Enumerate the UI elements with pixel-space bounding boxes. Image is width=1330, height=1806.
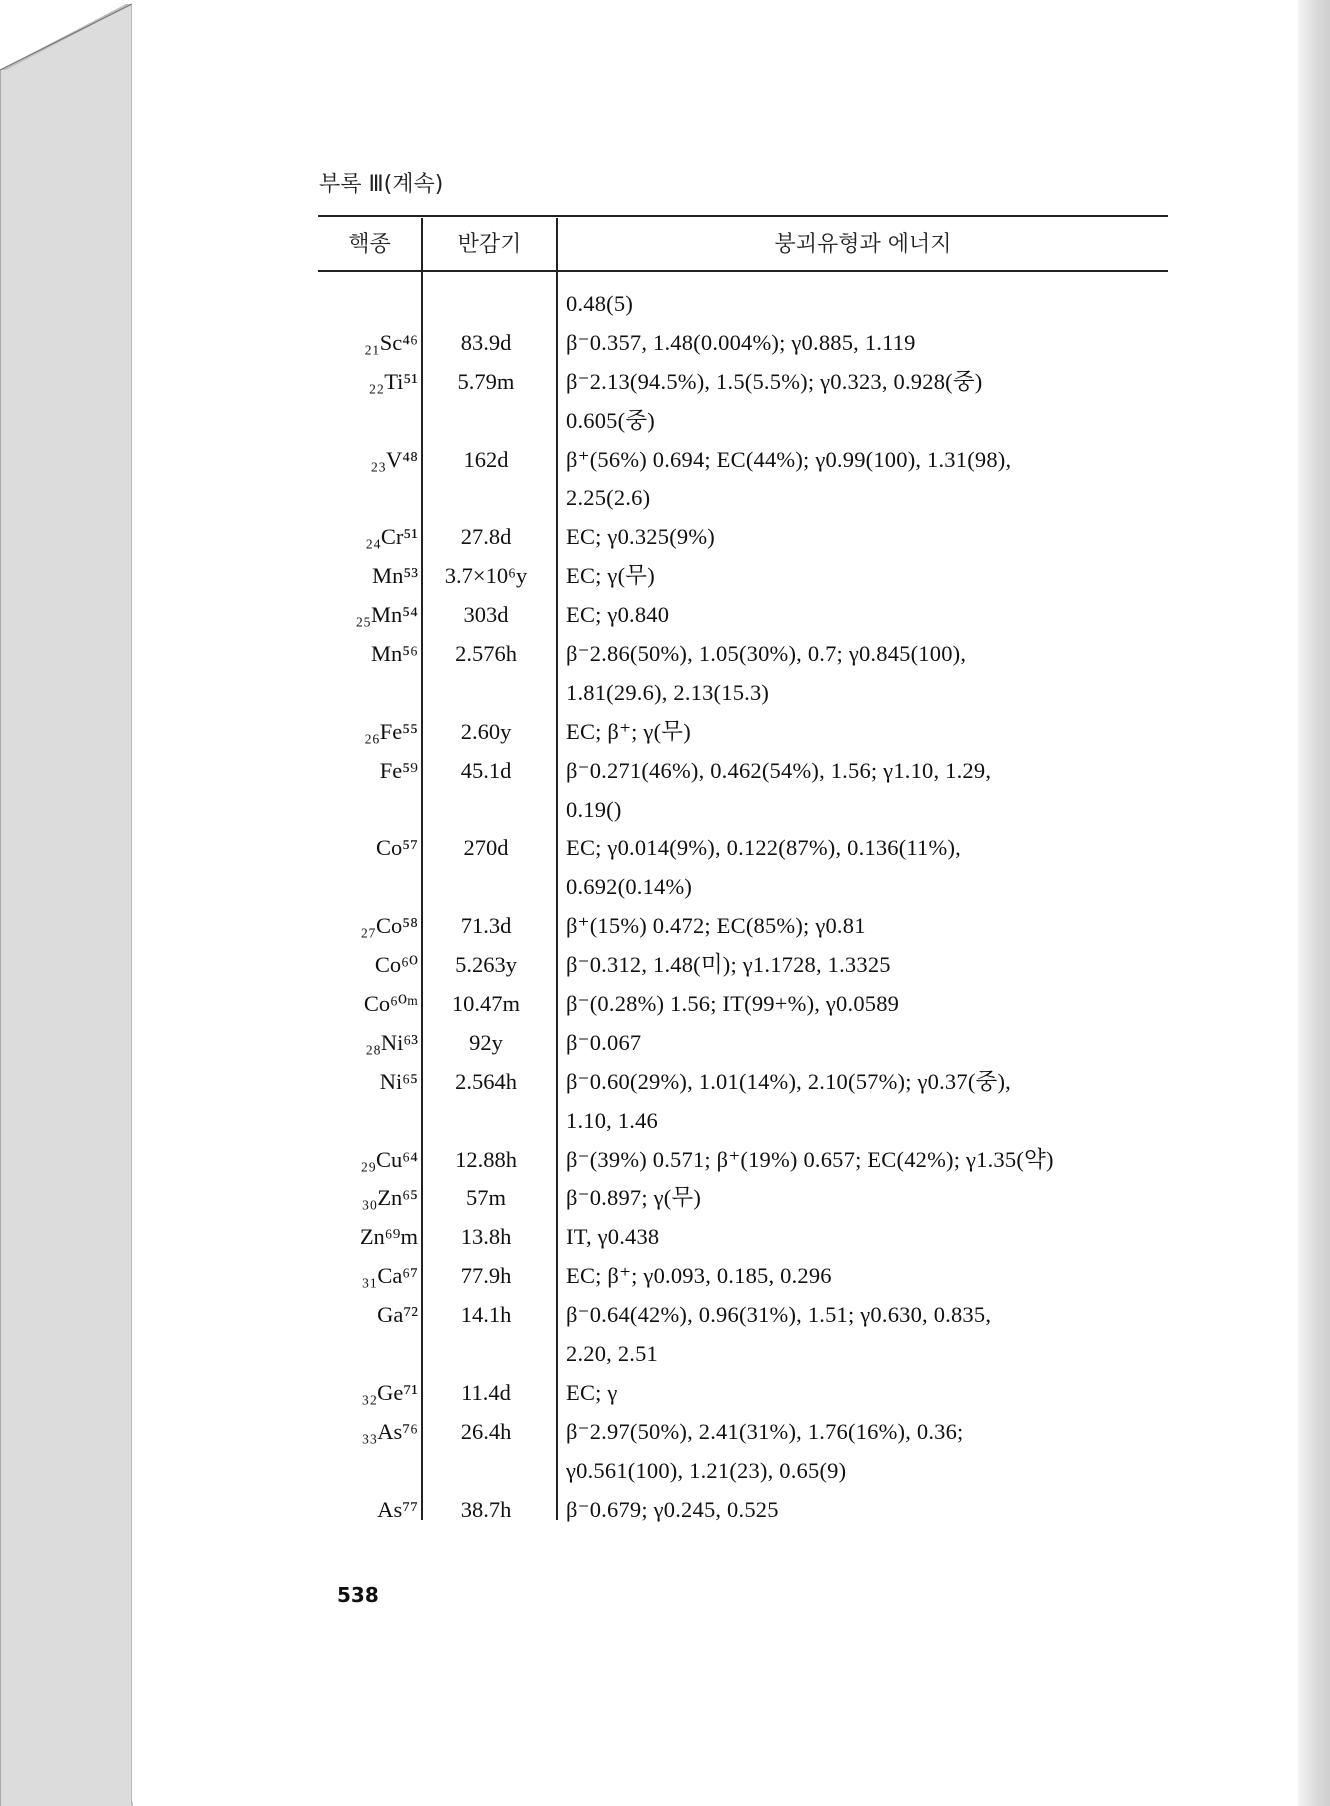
- nuclide-cell: As⁷⁷: [377, 1496, 418, 1522]
- nuclide-cell: ₂₈Ni⁶³: [365, 1029, 418, 1055]
- decay-cell: EC; γ(무): [566, 563, 655, 589]
- decay-cell: β⁻0.271(46%), 0.462(54%), 1.56; γ1.10, 1.29,: [566, 757, 992, 783]
- nuclide-cell: ₂₇Co⁵⁸: [360, 913, 418, 939]
- table-row: [318, 1218, 1168, 1257]
- nuclide-cell: ₂₃V⁴⁸: [370, 446, 418, 472]
- half-life-cell: 162d: [463, 446, 509, 472]
- decay-cell: EC; β⁺; γ(무): [566, 718, 691, 744]
- table-row: [318, 791, 1168, 830]
- decay-cell: β⁻2.13(94.5%), 1.5(5.5%); γ0.323, 0.928(중): [566, 368, 983, 394]
- decay-cell: 0.19(): [566, 796, 622, 822]
- decay-cell: β⁻(0.28%) 1.56; IT(99+%), γ0.0589: [566, 991, 900, 1017]
- table-header-rule: [318, 270, 1168, 272]
- half-life-cell: 2.576h: [455, 641, 517, 667]
- decay-cell: 0.48(5): [566, 291, 634, 316]
- nuclide-cell: ₃₃As⁷⁶: [361, 1418, 418, 1444]
- decay-cell: EC; γ: [566, 1379, 618, 1405]
- table-row: [318, 1141, 1168, 1180]
- table-row: [318, 1335, 1168, 1374]
- decay-cell: β⁻2.86(50%), 1.05(30%), 0.7; γ0.845(100),: [566, 641, 967, 667]
- table-row: [318, 402, 1168, 441]
- table-row: [318, 285, 1168, 324]
- half-life-cell: 303d: [463, 602, 509, 628]
- half-life-cell: 26.4h: [460, 1418, 512, 1444]
- decay-cell: 1.10, 1.46: [566, 1107, 658, 1133]
- decay-cell: β⁻2.97(50%), 2.41(31%), 1.76(16%), 0.36;: [566, 1418, 964, 1444]
- nuclide-cell: ₂₄Cr⁵¹: [365, 524, 418, 550]
- page-number: 538: [337, 1583, 379, 1607]
- decay-cell: β⁻0.357, 1.48(0.004%); γ0.885, 1.119: [566, 329, 916, 355]
- half-life-cell: 77.9h: [460, 1263, 512, 1289]
- half-life-cell: 3.7×10⁶y: [444, 563, 528, 589]
- nuclide-cell: ₂₁Sc⁴⁶: [364, 329, 418, 355]
- decay-cell: 0.692(0.14%): [566, 874, 693, 900]
- table-row: [318, 1024, 1168, 1063]
- decay-cell: γ0.561(100), 1.21(23), 0.65(9): [566, 1457, 847, 1483]
- table-row: [318, 1296, 1168, 1335]
- table-row: [318, 479, 1168, 518]
- half-life-cell: 57m: [465, 1185, 506, 1211]
- half-life-cell: 27.8d: [460, 524, 512, 550]
- decay-cell: 2.20, 2.51: [566, 1341, 658, 1367]
- half-life-cell: 83.9d: [460, 329, 512, 355]
- half-life-cell: 5.79m: [457, 368, 515, 394]
- table-row: [318, 596, 1168, 635]
- decay-cell: EC; γ0.014(9%), 0.122(87%), 0.136(11%),: [566, 835, 961, 861]
- table-row: [318, 829, 1168, 868]
- decay-cell: 0.605(중): [566, 407, 655, 433]
- nuclide-cell: Mn⁵³: [372, 563, 418, 589]
- half-life-cell: 270d: [463, 835, 509, 861]
- table-row: [318, 1413, 1168, 1452]
- header-half-life: 반감기: [457, 232, 522, 257]
- decay-cell: 1.81(29.6), 2.13(15.3): [566, 679, 770, 705]
- half-life-cell: 5.263y: [455, 952, 517, 978]
- nuclide-cell: Fe⁵⁹: [379, 757, 418, 783]
- decay-cell: β⁺(56%) 0.694; EC(44%); γ0.99(100), 1.31(98),: [566, 446, 1012, 472]
- nuclide-cell: Ni⁶⁵: [379, 1068, 418, 1094]
- table-row: [318, 518, 1168, 557]
- decay-cell: β⁻0.64(42%), 0.96(31%), 1.51; γ0.630, 0.835,: [566, 1302, 992, 1328]
- table-row: [318, 868, 1168, 907]
- table-row: [318, 752, 1168, 791]
- nuclide-cell: Ga⁷²: [377, 1302, 418, 1328]
- decay-cell: β⁻0.679; γ0.245, 0.525: [566, 1496, 779, 1522]
- nuclide-cell: ₃₁Ca⁶⁷: [361, 1263, 418, 1289]
- table-row: [318, 985, 1168, 1024]
- decay-cell: 2.25(2.6): [566, 485, 651, 511]
- decay-cell: β⁻0.067: [566, 1029, 642, 1055]
- half-life-cell: 71.3d: [460, 913, 512, 939]
- half-life-cell: 38.7h: [460, 1496, 512, 1522]
- nuclide-cell: Co⁶⁰ᵐ: [363, 991, 418, 1017]
- header-nuclide: 핵종: [348, 232, 391, 257]
- nuclide-cell: ₃₂Ge⁷¹: [361, 1379, 418, 1405]
- decay-cell: β⁻0.60(29%), 1.01(14%), 2.10(57%); γ0.37(중),: [566, 1068, 1011, 1094]
- nuclide-cell: Co⁵⁷: [376, 835, 418, 861]
- nuclide-cell: Co⁶⁰: [374, 952, 418, 978]
- decay-cell: β⁻(39%) 0.571; β⁺(19%) 0.657; EC(42%); γ1.35(약): [566, 1146, 1054, 1172]
- half-life-cell: 2.564h: [455, 1068, 517, 1094]
- table-row: [318, 441, 1168, 480]
- table-row: [318, 907, 1168, 946]
- table-row: [318, 946, 1168, 985]
- nuclide-cell: ₂₉Cu⁶⁴: [360, 1146, 418, 1172]
- table-row: [318, 363, 1168, 402]
- table-row: [318, 324, 1168, 363]
- decay-cell: IT, γ0.438: [566, 1224, 660, 1250]
- nuclide-cell: ₂₅Mn⁵⁴: [355, 602, 418, 628]
- table-row: [318, 1452, 1168, 1491]
- table-row: [318, 1491, 1168, 1530]
- table-body: [318, 285, 1168, 1530]
- table-caption: 부록 Ⅲ(계속): [319, 172, 444, 197]
- nuclide-cell: Zn⁶⁹m: [359, 1224, 418, 1250]
- decay-cell: β⁻0.897; γ(무): [566, 1185, 702, 1211]
- decay-cell: EC; γ0.325(9%): [566, 524, 715, 550]
- decay-cell: β⁺(15%) 0.472; EC(85%); γ0.81: [566, 913, 866, 939]
- table-row: [318, 1102, 1168, 1141]
- table-row: [318, 1374, 1168, 1413]
- decay-cell: β⁻0.312, 1.48(미); γ1.1728, 1.3325: [566, 952, 891, 978]
- half-life-cell: 11.4d: [461, 1379, 511, 1405]
- half-life-cell: 10.47m: [451, 991, 521, 1017]
- half-life-cell: 14.1h: [460, 1302, 512, 1328]
- nuclide-cell: ₃₀Zn⁶⁵: [361, 1185, 418, 1211]
- half-life-cell: 92y: [469, 1029, 503, 1055]
- table-top-rule: [318, 215, 1168, 217]
- table-row: [318, 557, 1168, 596]
- nuclide-cell: ₂₆Fe⁵⁵: [364, 718, 418, 744]
- half-life-cell: 12.88h: [455, 1146, 517, 1172]
- table-row: [318, 635, 1168, 674]
- half-life-cell: 13.8h: [460, 1224, 512, 1250]
- nuclide-cell: ₂₂Ti⁵¹: [368, 368, 418, 394]
- table-row: [318, 713, 1168, 752]
- table-row: [318, 1179, 1168, 1218]
- half-life-cell: 2.60y: [460, 718, 512, 744]
- half-life-cell: 45.1d: [460, 757, 512, 783]
- header-decay: 붕괴유형과 에너지: [774, 232, 952, 257]
- nuclide-cell: Mn⁵⁶: [371, 641, 418, 667]
- decay-cell: EC; γ0.840: [566, 602, 670, 628]
- table-row: [318, 674, 1168, 713]
- table-row: [318, 1063, 1168, 1102]
- table-row: [318, 1257, 1168, 1296]
- decay-cell: EC; β⁺; γ0.093, 0.185, 0.296: [566, 1263, 832, 1289]
